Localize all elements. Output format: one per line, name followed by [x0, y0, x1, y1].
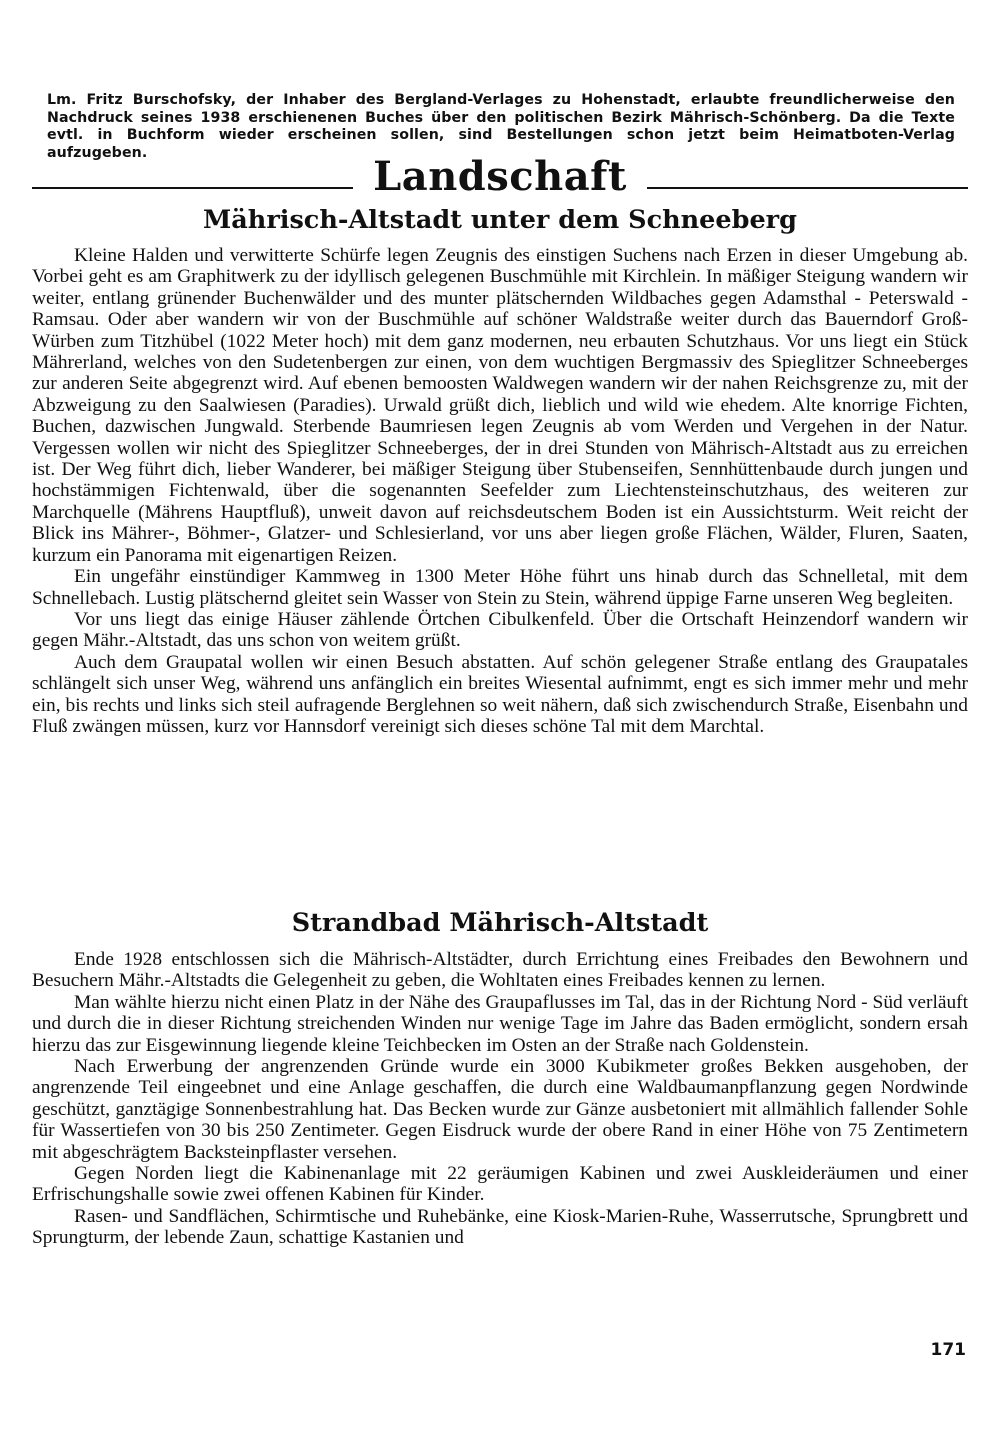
paragraph: Rasen- und Sandflächen, Schirmtische und Ruhebänke, eine Kiosk-Marien-Ruhe, Wasserrutsche, Sprungbrett und Sprungturm, der lebende Zaun, schattige Kastanien und — [32, 1205, 968, 1249]
paragraph: Auch dem Graupatal wollen wir einen Besuch abstatten. Auf schön gelegener Straße entlang des Graupatales schlängelt sich unser Weg, während uns anfänglich ein breites Wiesental aufnimmt, engt es sich immer mehr und mehr ein, bis rechts und links sich steil aufragende Berglehnen so weit nähern, daß sich zwischendurch Straße, Eisenbahn und Fluß zwängen müssen, kurz vor Hannsdorf vereinigt sich dieses schöne Tal mit dem Marchtal. — [32, 651, 968, 737]
article-body-altstadt — [32, 245, 968, 737]
paragraph: Vor uns liegt das einige Häuser zählende Örtchen Cibulkenfeld. Über die Ortschaft Heinzendorf wandern wir gegen Mähr.-Altstadt, das uns schon von weitem grüßt. — [32, 608, 968, 652]
paragraph: Kleine Halden und verwitterte Schürfe legen Zeugnis des einstigen Suchens nach Erzen in dieser Umgebung ab. Vorbei geht es am Graphitwerk zu der idyllisch gelegenen Buschmühle mit Kirchlein. In mäßiger Steigung wandern wir weiter, entlang grünender Buchenwälder und des munter plätschernden Wildbaches gegen Adamsthal - Peterswald - Ramsau. Oder aber wandern wir von der Buschmühle auf schöner Waldstraße weiter durch das Bauerndorf Groß-Würben zum Titzhübel (1022 Meter hoch) mit dem ganz modernen, neu erbauten Schutzhaus. Vor uns liegt ein Stück Mährerland, welches von den Sudetenbergen zur einen, von dem wuchtigen Bergmassiv des Spieglitzer Schneeberges zur anderen Seite abgegrenzt wird. Auf ebenen bemoosten Waldwegen wandern wir der nahen Reichsgrenze zu, mit der Abzweigung zu den Saalwiesen (Paradies). Urwald grüßt dich, lieblich und wild wie ehedem. Alte knorrige Fichten, Buchen, dazwischen Jungwald. Sterbende Baumriesen legen Zeugnis ab vom Werden und Vergehen in der Natur. Vergessen wollen wir nicht des Spieglitzer Schneeberges, der in drei Stunden von Mährisch-Altstadt aus zu erreichen ist. Der Weg führt dich, lieber Wanderer, bei mäßiger Steigung über Stubenseifen, Sennhüttenbaude durch jungen und hochstämmigen Fichtenwald, über die sogenannten Seefelder zum Liechtensteinschutzhaus, des weiteren zur Marchquelle (Mährens Hauptfluß), unweit davon auf reichsdeutschem Boden ist ein Aussichtsturm. Weit reicht der Blick ins Mährer-, Böhmer-, Glatzer- und Schlesierland, vor uns aber liegen große Flächen, Wälder, Fluren, Saaten, kurzum ein Panorama mit eigenartigen Reizen. — [32, 245, 968, 566]
section-heading — [32, 148, 968, 204]
heading-rule-left — [32, 187, 353, 189]
article-body-strandbad — [32, 949, 968, 1249]
publisher-note: Lm. Fritz Burschofsky, der Inhaber des Bergland-Verlages zu Hohenstadt, erlaubte freundlicherweise den Nachdruck seines 1938 erschienenen Buches über den politischen Bezirk Mährisch-Schönberg. Da die Texte evtl. in Buchform wieder erscheinen sollen, sind Bestellungen schon jetzt beim Heimatboten-Verlag aufzugeben. — [47, 92, 955, 161]
section-title: Landschaft — [373, 152, 627, 200]
paragraph: Ende 1928 entschlossen sich die Mährisch-Altstädter, durch Errichtung eines Freibades den Bewohnern und Besuchern Mähr.-Altstadts die Gelegenheit zu geben, die Wohltaten eines Freibades kennen zu lernen. — [32, 949, 968, 992]
article-title-altstadt: Mährisch-Altstadt unter dem Schneeberg — [203, 205, 797, 235]
heading-rule-right — [647, 187, 968, 189]
paragraph: Nach Erwerbung der angrenzenden Gründe wurde ein 3000 Kubikmeter großes Bekken ausgehoben, der angrenzende Teil eingeebnet und eine Anlage geschaffen, die durch eine Waldbaumanpflanzung gegen Nordwinde geschützt, ganztägige Sonnenbestrahlung hat. Das Becken wurde zur Gänze ausbetoniert mit allmählich fallender Sohle für Wassertiefen von 30 bis 250 Zentimeter. Gegen Eisdruck wurde der obere Rand in einer Höhe von 75 Zentimetern mit abgeschrägtem Backsteinpflaster versehen. — [32, 1056, 968, 1163]
article-title-strandbad: Strandbad Mährisch-Altstadt — [291, 908, 709, 938]
paragraph: Man wählte hierzu nicht einen Platz in der Nähe des Graupaflusses im Tal, das in der Richtung Nord - Süd verläuft und durch die in dieser Richtung streichenden Winden nur wenige Tage im Jahre das Baden ermöglicht, sondern ersah hierzu das zur Eisgewinnung liegende kleine Teichbecken im Osten an der Straße nach Goldenstein. — [32, 991, 968, 1056]
paragraph: Ein ungefähr einstündiger Kammweg in 1300 Meter Höhe führt uns hinab durch das Schnelletal, mit dem Schnellebach. Lustig plätschernd gleitet sein Wasser von Stein zu Stein, während üppige Farne unseren Weg begleiten. — [32, 566, 968, 609]
page-number: 171 — [930, 1340, 966, 1360]
paragraph: Gegen Norden liegt die Kabinenanlage mit 22 geräumigen Kabinen und zwei Auskleideräumen und einer Erfrischungshalle sowie zwei offenen Kabinen für Kinder. — [32, 1163, 968, 1206]
